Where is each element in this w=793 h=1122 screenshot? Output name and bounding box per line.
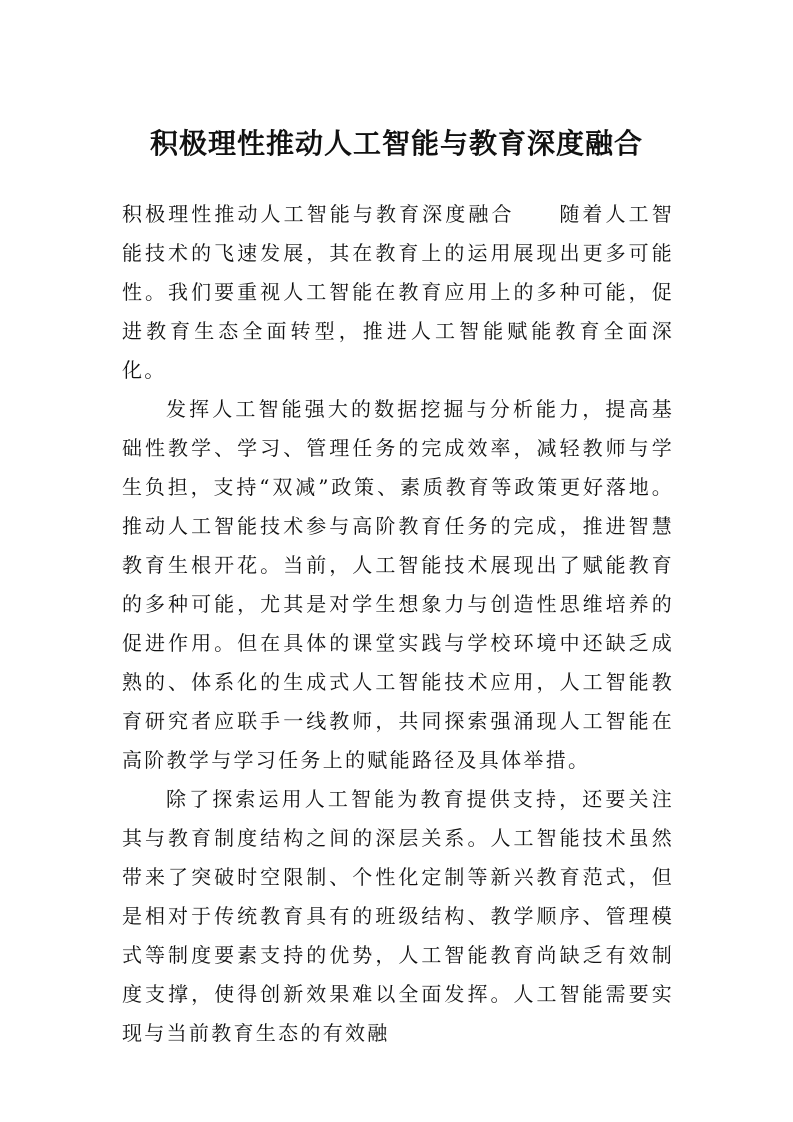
document-title: 积极理性推动人工智能与教育深度融合	[149, 127, 643, 160]
document-body	[122, 195, 674, 1053]
paragraph-1: 发挥人工智能强大的数据挖掘与分析能力，提高基础性教学、学习、管理任务的完成效率，减轻教师与学生负担，支持“双减”政策、素质教育等政策更好落地。推动人工智能技术参与高阶教育任务的完成，推进智慧教育生根开花。当前，人工智能技术展现出了赋能教育的多种可能，尤其是对学生想象力与创造性思维培养的促进作用。但在具体的课堂实践与学校环境中还缺乏成熟的、体系化的生成式人工智能技术应用，人工智能教育研究者应联手一线教师，共同探索强涌现人工智能在高阶教学与学习任务上的赋能路径及具体举措。	[122, 397, 674, 772]
paragraph-2: 除了探索运用人工智能为教育提供支持，还要关注其与教育制度结构之间的深层关系。人工智能技术虽然带来了突破时空限制、个性化定制等新兴教育范式，但是相对于传统教育具有的班级结构、教学顺序、管理模式等制度要素支持的优势，人工智能教育尚缺乏有效制度支撑，使得创新效果难以全面发挥。人工智能需要实现与当前教育生态的有效融	[122, 787, 674, 1045]
intro-lead: 积极理性推动人工智能与教育深度融合	[122, 202, 515, 226]
intro-rest: 随着人工智能技术的飞速发展，其在教育上的运用展现出更多可能性。我们要重视人工智能在教育应用上的多种可能，促进教育生态全面转型，推进人工智能赋能教育全面深化。	[122, 202, 674, 382]
intro-paragraph	[122, 195, 674, 390]
